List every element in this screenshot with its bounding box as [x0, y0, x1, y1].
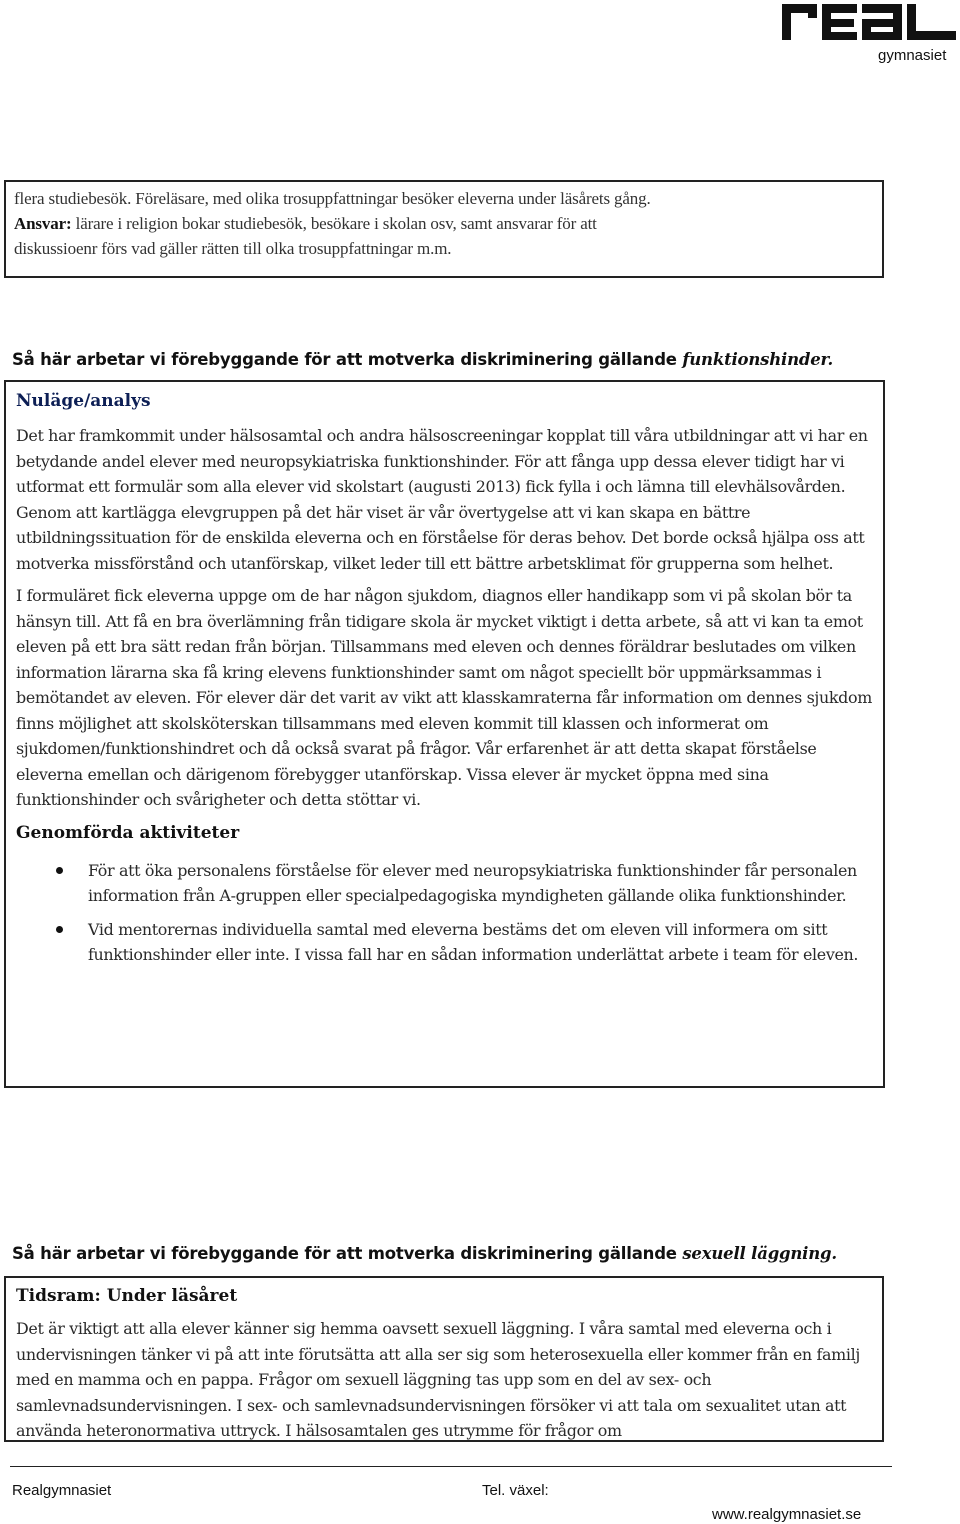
- footer-divider: [10, 1466, 892, 1467]
- list-item-text: För att öka personalens förståelse för elever med neuropsykiatriska funktionshinder får personalen information från A-gruppen eller specialpedagogiska myndigheten gällande olika funktionshinder.: [88, 860, 857, 905]
- bullet-icon: [56, 926, 63, 933]
- responsibility-box: [4, 180, 884, 278]
- logo-subtitle: gymnasiet: [878, 47, 947, 64]
- paragraph-analysis: Det har framkommit under hälsosamtal och andra hälsoscreeningar kopplat till våra utbildningar att vi har en betydande andel elever med neuropsykiatriska funktionshinder. För att fånga upp dessa elever tidigt har vi utformat ett formulär som alla elever vid skolstart (augusti 2013) fick fylla i och lämna till elevhälsovården. Genom att kartlägga elevgruppen på det här viset är vår övertygelse att vi kan skapa en bättre utbildningssituation för de enskilda eleverna och en förståelse för deras behov. Det borde också hjälpa oss att motverka missförstånd och utanförskap, vilket leder till ett bättre arbetsklimat för grupperna som helhet.: [16, 426, 868, 573]
- list-item: [16, 858, 875, 909]
- heading-text: Så här arbetar vi förebyggande för att motverka diskriminering gällande: [12, 350, 683, 369]
- heading-text: Så här arbetar vi förebyggande för att motverka diskriminering gällande: [12, 1244, 683, 1263]
- responsibility-text: lärare i religion bokar studiebesök, besökare i skolan osv, samt ansvarar för att: [71, 214, 597, 233]
- paragraph-form: I formuläret fick eleverna uppge om de har någon sjukdom, diagnos eller handikapp som vi på skolan bör ta hänsyn till. Att få en bra överlämning från tidigare skola är mycket viktigt i detta arbete, så att vi kan ta emot eleven på ett bra sätt redan från början. Tillsammans med eleven och dennes föräldrar beslutades om vilken information lärarna ska få kring elevens funktionshinder samt om något speciellt bör uppmärksammas i bemötandet av eleven. För elever där det varit av vikt att klasskamraterna får information om dennes sjukdom finns möjlighet att skolsköterskan tillsammans med eleven kommit till klassen och informerat om sjukdomen/funktionshindret och då också svarat på frågor. Vår erfarenhet är att detta skapat förståelse eleverna emellan och därigenom förebygger utanförskap. Vissa elever är mycket öppna med sina funktionshinder och svårigheter och detta stöttar vi.: [16, 586, 872, 809]
- list-item-text: Vid mentorernas individuella samtal med eleverna bestäms det om eleven vill informera om sitt funktionshinder eller inte. I vissa fall har en sådan information underlättat arbete i team för eleven.: [88, 919, 859, 964]
- box1-line3: diskussioenr förs vad gäller rätten till olka trosuppfattningar m.m.: [14, 239, 452, 258]
- box1-line1: flera studiebesök. Föreläsare, med olika trosuppfattningar besöker eleverna under läsårets gång.: [14, 189, 651, 208]
- box1-line2: [14, 211, 874, 236]
- sexuell-laggning-box: [4, 1276, 884, 1442]
- realgymnasiet-logo: [782, 2, 958, 66]
- footer-website-link[interactable]: www.realgymnasiet.se: [712, 1506, 862, 1523]
- footer-school-name: Realgymnasiet: [12, 1482, 112, 1499]
- responsibility-label: Ansvar:: [14, 214, 72, 233]
- funktionshinder-box: [4, 380, 885, 1088]
- heading-emphasis: sexuell läggning.: [682, 1244, 837, 1263]
- footer-phone-label: Tel. växel:: [482, 1482, 549, 1499]
- section-heading-sexuell-laggning: [12, 1244, 837, 1263]
- bullet-icon: [56, 867, 63, 874]
- subheading-activities: Genomförda aktiviteter: [16, 822, 240, 843]
- activities-list: [16, 858, 875, 968]
- list-item: [16, 917, 875, 968]
- subheading-tidsram: Tidsram: Under läsåret: [16, 1286, 238, 1306]
- subheading-nulage: Nuläge/analys: [16, 391, 151, 411]
- section-heading-funktionshinder: [12, 350, 833, 369]
- paragraph-sexuell-laggning: Det är viktigt att alla elever känner sig hemma oavsett sexuell läggning. I våra samtal med eleverna och i undervisningen tänker vi på att inte förutsätta att alla ser sig som heterosexuella eller kommer från en familj med en mamma och en pappa. Frågor om sexuell läggning tas upp som en del av sex- och samlevnadsundervisningen. I sex- och samlevnadsundervisningen försöker vi att tala om sexualitet utan att använda heteronormativa uttryck. I hälsosamtalen ges utrymme för frågor om: [16, 1319, 860, 1440]
- heading-emphasis: funktionshinder.: [682, 350, 834, 369]
